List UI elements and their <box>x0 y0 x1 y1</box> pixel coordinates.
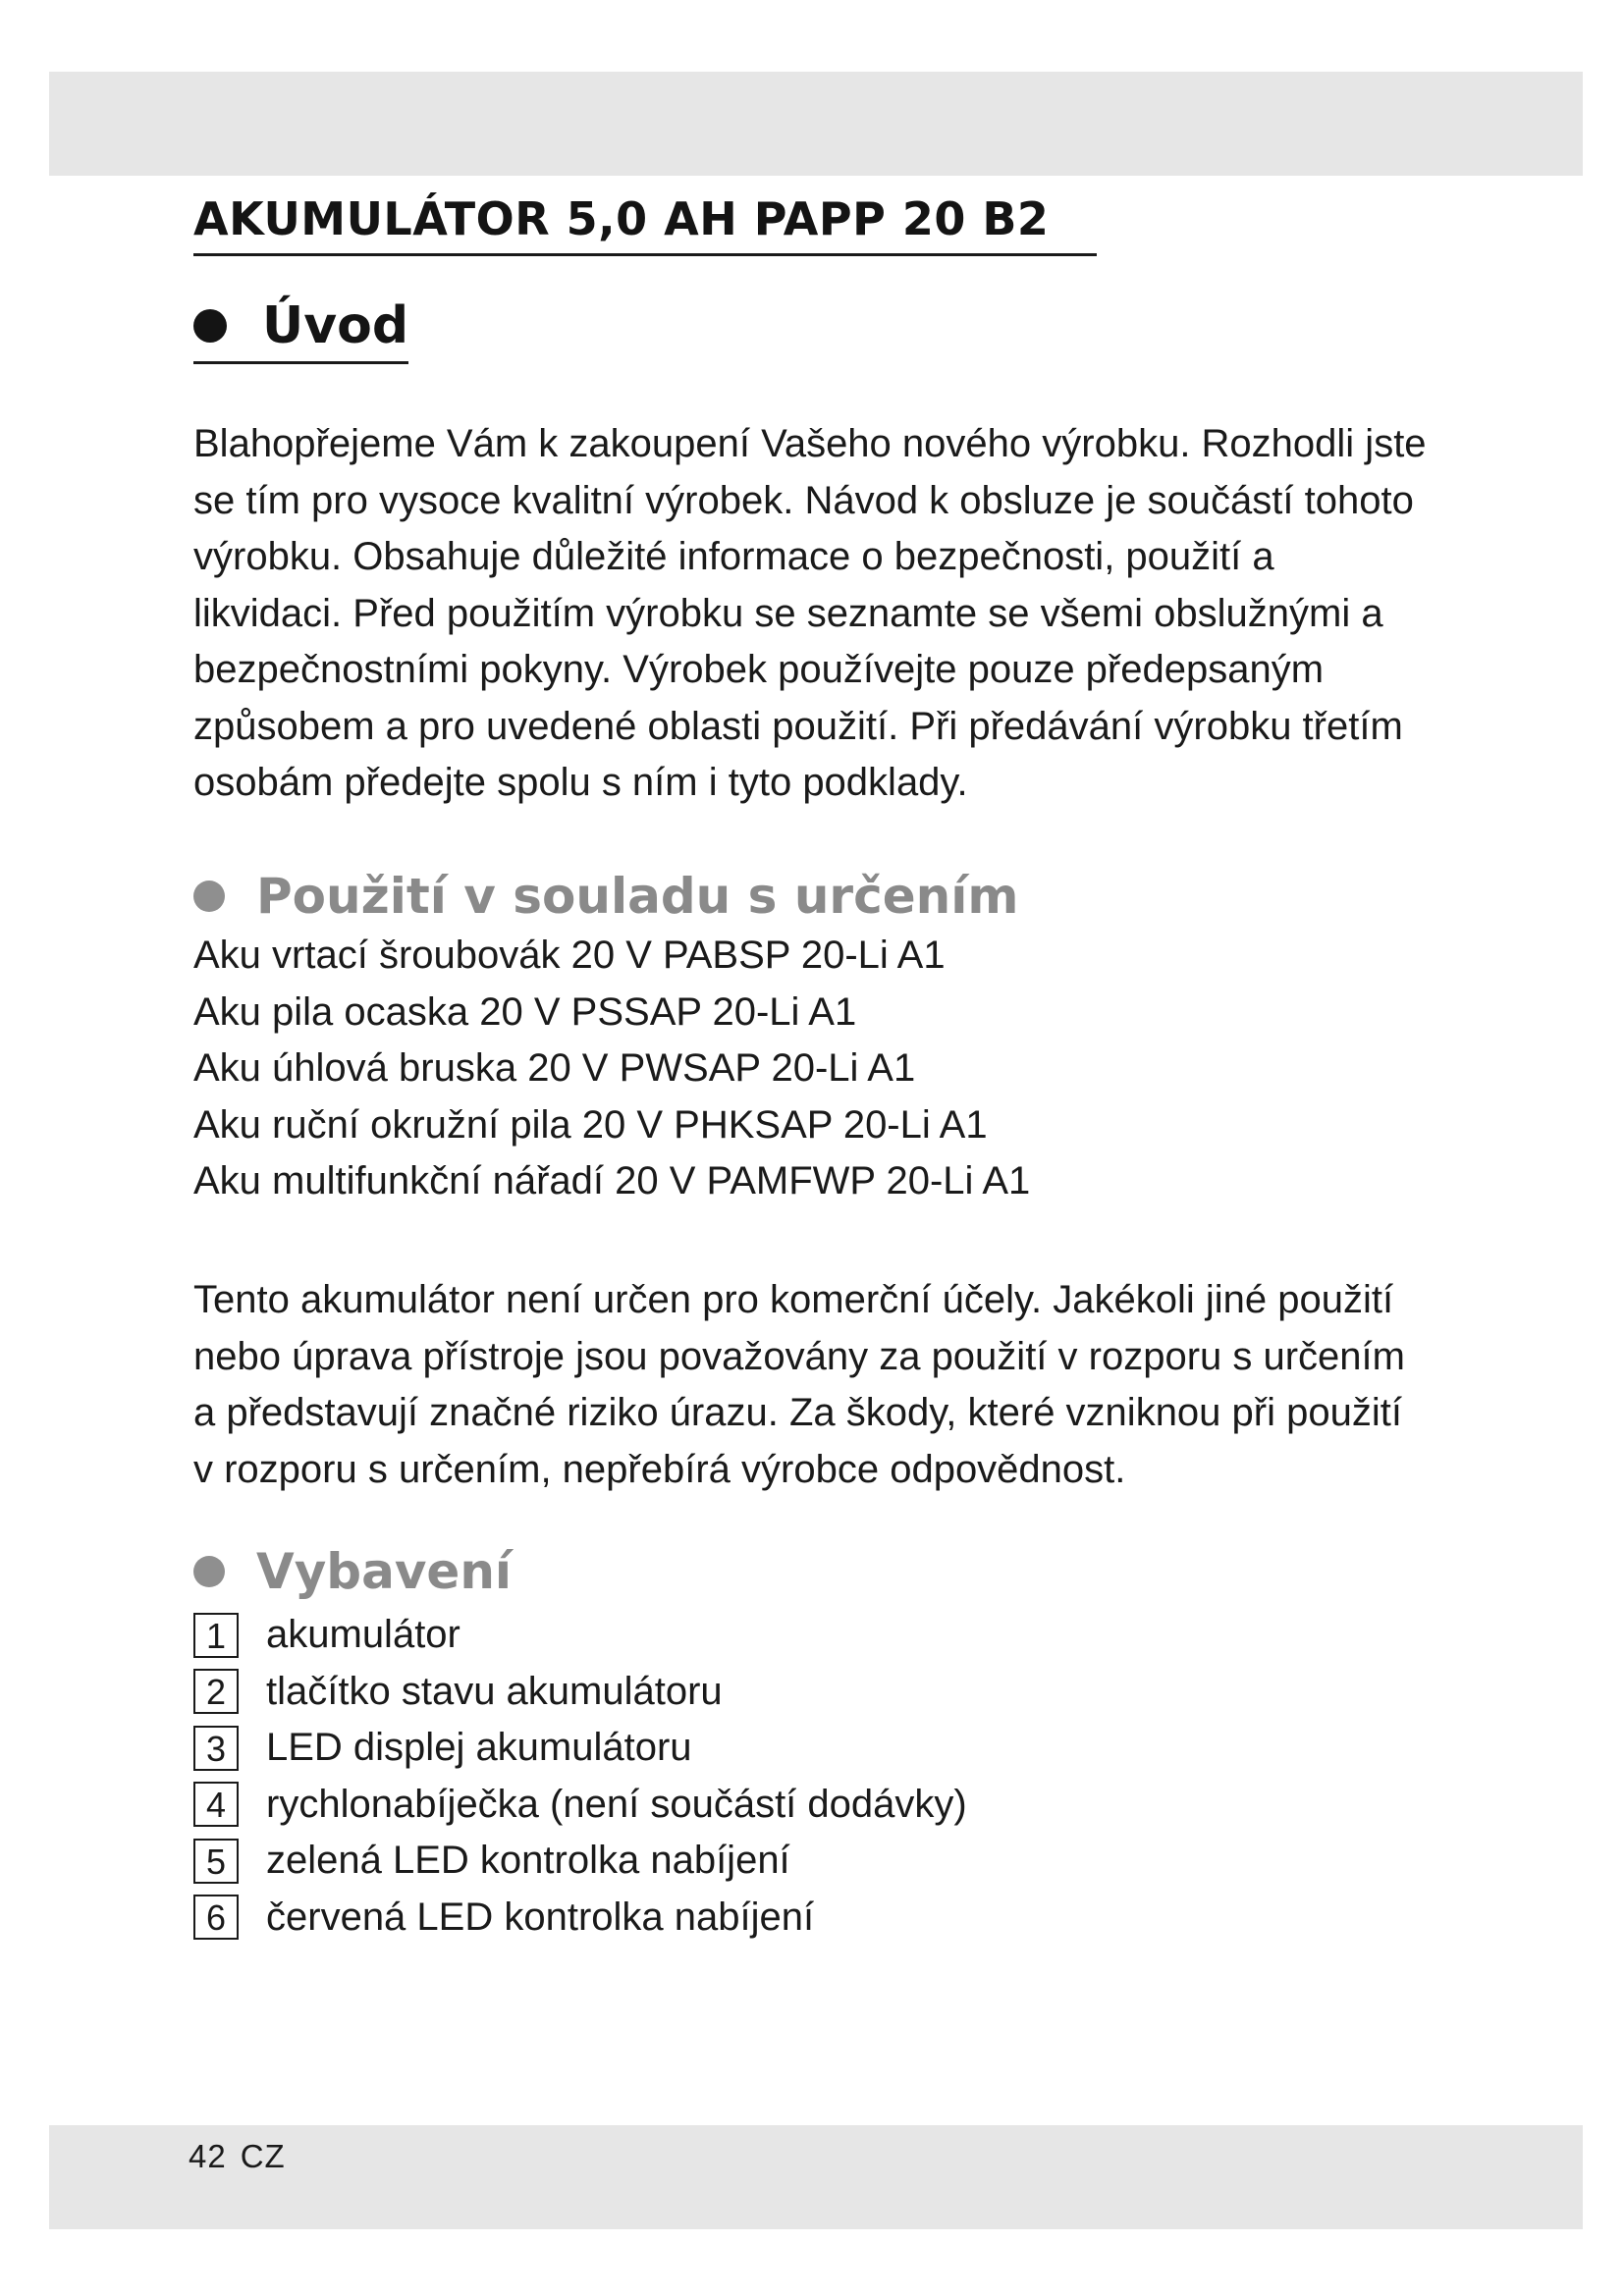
intro-line: Blahopřejeme Vám k zakoupení Vašeho nového výrobku. Rozhodli jste <box>193 422 1427 465</box>
equipment-label: LED displej akumulátoru <box>266 1726 692 1770</box>
list-item: Aku multifunkční nářadí 20 V PAMFWP 20-Li A1 <box>193 1159 1031 1202</box>
language-code: CZ <box>240 2138 286 2174</box>
usage-line: v rozporu s určením, nepřebírá výrobce odpovědnost. <box>193 1447 1126 1491</box>
list-item: Aku pila ocaska 20 V PSSAP 20-Li A1 <box>193 989 857 1034</box>
item-number-box: 1 <box>193 1613 239 1658</box>
intro-paragraph <box>193 416 1470 812</box>
page-footer <box>189 2138 299 2175</box>
usage-line: a představují značné riziko úrazu. Za škody, které vzniknou při použití <box>193 1391 1402 1434</box>
list-item: Aku vrtací šroubovák 20 V PABSP 20-Li A1 <box>193 934 946 977</box>
equipment-label: tlačítko stavu akumulátoru <box>266 1669 723 1713</box>
item-number-box: 4 <box>193 1782 239 1827</box>
section-heading-equipment-text: Vybavení <box>256 1543 513 1600</box>
intro-line: výrobku. Obsahuje důležité informace o bezpečnosti, použití a <box>193 535 1274 578</box>
equipment-item <box>193 1833 967 1890</box>
list-item: Aku úhlová bruska 20 V PWSAP 20-Li A1 <box>193 1046 916 1090</box>
usage-paragraph <box>193 1272 1470 1498</box>
equipment-label: červená LED kontrolka nabíjení <box>266 1895 815 1939</box>
equipment-item <box>193 1607 967 1664</box>
section-heading-intro <box>193 296 408 364</box>
equipment-item <box>193 1664 967 1721</box>
compatible-tools-list <box>193 928 1030 1210</box>
intro-line: způsobem a pro uvedené oblasti použití. Při předávání výrobku třetím <box>193 704 1403 748</box>
usage-line: nebo úprava přístroje jsou považovány za použití v rozporu s určením <box>193 1334 1405 1378</box>
item-number-box: 5 <box>193 1839 239 1884</box>
equipment-list <box>193 1607 967 1946</box>
item-number-box: 6 <box>193 1895 239 1940</box>
section-heading-intro-text: Úvod <box>262 296 409 355</box>
equipment-item <box>193 1777 967 1834</box>
bullet-icon <box>193 1556 225 1587</box>
bullet-icon <box>193 881 225 912</box>
section-heading-usage-text: Použití v souladu s určením <box>256 868 1019 925</box>
equipment-item <box>193 1720 967 1777</box>
intro-line: bezpečnostními pokyny. Výrobek používejte pouze předepsaným <box>193 648 1325 691</box>
header-band <box>49 72 1583 176</box>
intro-line: osobám předejte spolu s ním i tyto podklady. <box>193 761 968 804</box>
usage-line: Tento akumulátor není určen pro komerční účely. Jakékoli jiné použití <box>193 1278 1394 1321</box>
equipment-label: akumulátor <box>266 1613 460 1657</box>
bullet-icon <box>193 309 227 343</box>
section-heading-usage <box>193 868 1018 925</box>
equipment-label: rychlonabíječka (není součástí dodávky) <box>266 1782 967 1826</box>
equipment-item <box>193 1890 967 1947</box>
section-heading-equipment <box>193 1543 512 1600</box>
equipment-label: zelená LED kontrolka nabíjení <box>266 1839 790 1883</box>
item-number-box: 3 <box>193 1726 239 1771</box>
page-number: 42 <box>189 2138 227 2174</box>
intro-line: se tím pro vysoce kvalitní výrobek. Návod k obsluze je součástí tohoto <box>193 478 1414 522</box>
document-title: AKUMULÁTOR 5,0 AH PAPP 20 B2 <box>193 192 1097 256</box>
intro-line: likvidaci. Před použitím výrobku se seznamte se všemi obslužnými a <box>193 591 1383 635</box>
item-number-box: 2 <box>193 1669 239 1714</box>
list-item: Aku ruční okružní pila 20 V PHKSAP 20-Li A1 <box>193 1102 988 1147</box>
